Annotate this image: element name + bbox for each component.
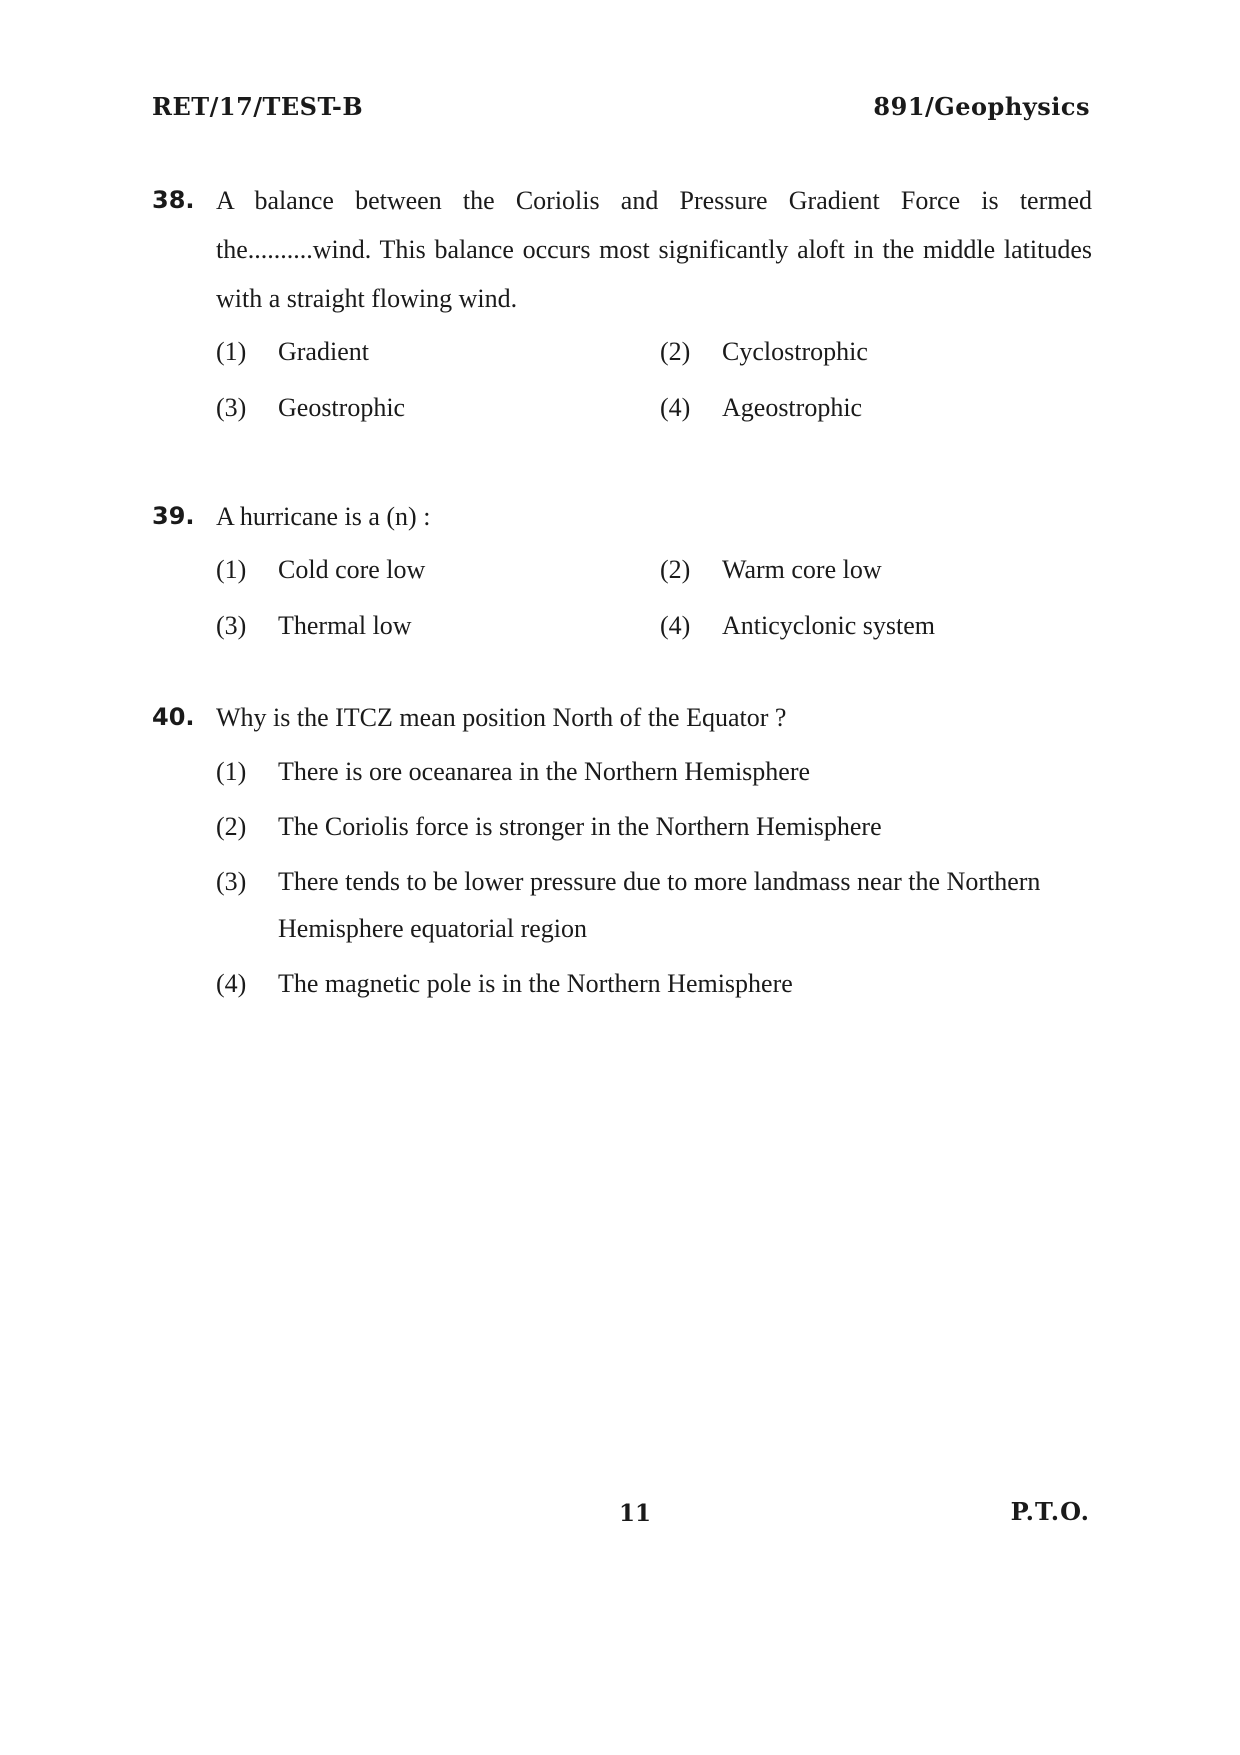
option-text: Ageostrophic <box>722 393 863 422</box>
question-number: 39. <box>152 502 195 530</box>
question-text: Why is the ITCZ mean position North of the Equator ? <box>216 703 787 732</box>
option-text: The Coriolis force is stronger in the Northern Hemisphere <box>278 812 882 841</box>
option-number: (3) <box>216 393 247 422</box>
options-grid <box>152 331 1092 443</box>
option-number: (1) <box>216 555 247 584</box>
page-number: 11 <box>618 1500 651 1527</box>
options-list <box>216 748 1092 1007</box>
question-number: 38. <box>152 186 195 214</box>
option-number: (3) <box>216 867 247 896</box>
option-text: Warm core low <box>722 555 882 584</box>
option-text: Cold core low <box>278 555 426 584</box>
option-number: (1) <box>216 757 247 786</box>
option-number: (2) <box>660 337 691 366</box>
question-text: A balance between the Coriolis and Pressure Gradient Force is termed the..........wind. This balance occurs most significantly aloft in the middle latitudes with a straight flowing wind. <box>216 186 1092 313</box>
option-number: (2) <box>660 555 691 584</box>
option-3 <box>216 858 1092 952</box>
option-text: Gradient <box>278 337 369 366</box>
option-number: (4) <box>216 969 247 998</box>
option-number: (4) <box>660 611 691 640</box>
option-text: The magnetic pole is in the Northern Hemisphere <box>278 969 793 998</box>
question-38 <box>152 176 1092 443</box>
options-grid <box>152 549 1092 661</box>
option-number: (1) <box>216 337 247 366</box>
option-text: Anticyclonic system <box>722 611 936 640</box>
option-text: There tends to be lower pressure due to more landmass near the Northern Hemisphere equatorial region <box>278 867 1041 943</box>
question-39 <box>152 492 1092 661</box>
option-2 <box>216 803 1092 850</box>
question-40 <box>152 693 1092 1007</box>
question-number: 40. <box>152 703 195 731</box>
option-4 <box>216 960 1092 1007</box>
option-number: (3) <box>216 611 247 640</box>
option-text: Cyclostrophic <box>722 337 868 366</box>
header-test-code: RET/17/TEST-B <box>152 92 364 121</box>
option-text: There is ore oceanarea in the Northern Hemisphere <box>278 757 811 786</box>
pto-label: P.T.O. <box>1010 1497 1090 1526</box>
option-text: Thermal low <box>278 611 412 640</box>
header-subject-code: 891/Geophysics <box>873 92 1090 121</box>
option-1 <box>216 748 1092 795</box>
question-text: A hurricane is a (n) : <box>216 502 431 531</box>
option-number: (2) <box>216 812 247 841</box>
option-text: Geostrophic <box>278 393 406 422</box>
option-number: (4) <box>660 393 691 422</box>
